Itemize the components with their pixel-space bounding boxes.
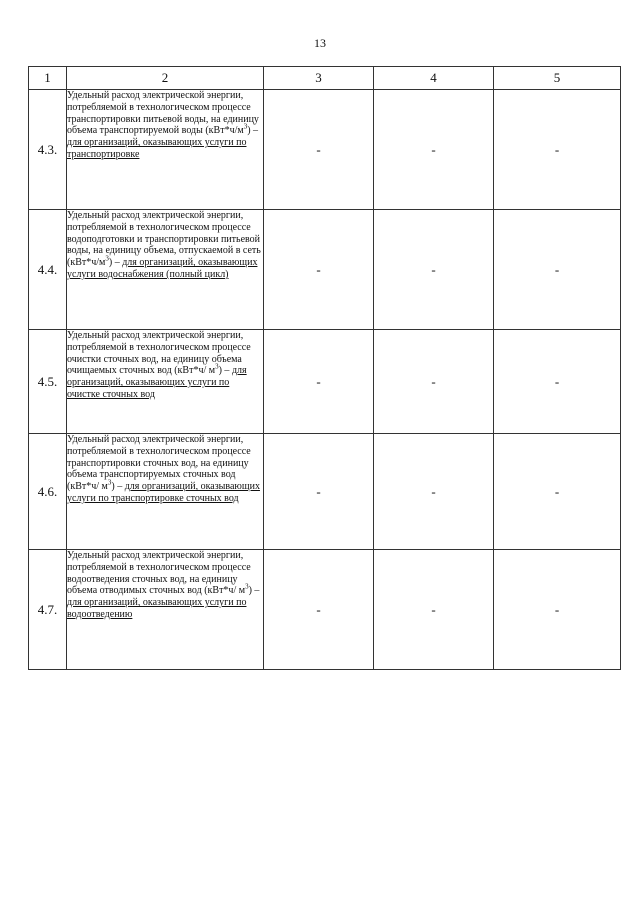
description-scope: для организаций, оказывающих услуги по очистке сточных вод (67, 365, 247, 400)
table-row (29, 330, 621, 434)
value-col-3: - (264, 210, 374, 330)
column-header-1: 1 (29, 67, 67, 90)
value-col-3: - (264, 330, 374, 434)
value-col-3: - (264, 550, 374, 670)
value-col-4: - (374, 434, 494, 550)
row-description (67, 210, 264, 330)
unit-superscript: 3 (105, 254, 109, 263)
table-header-row (29, 67, 621, 90)
unit-superscript: 3 (107, 478, 112, 487)
column-header-5: 5 (494, 67, 621, 90)
description-text: Удельный расход электрической энергии, потребляемой в технологическом процессе транспортировки питьевой воды, на единицу объема транспортируемой воды (кВт*ч/м (67, 90, 259, 137)
description-scope: для организаций, оказывающих услуги водоснабжения (полный цикл) (67, 257, 258, 280)
description-separator: ) – (108, 257, 123, 269)
row-description (67, 434, 264, 550)
row-number: 4.7. (29, 550, 67, 670)
value-col-5: - (494, 90, 621, 210)
description-text: Удельный расход электрической энергии, потребляемой в технологическом процессе транспортировки сточных вод, на единицу объема транспортируемых сточных вод (кВт*ч/ м (67, 434, 251, 493)
table-row (29, 550, 621, 670)
value-col-5: - (494, 550, 621, 670)
description-text: Удельный расход электрической энергии, потребляемой в технологическом процессе очистки сточных вод, на единицу объема очищаемых сточных вод (кВт*ч/ м (67, 330, 251, 377)
column-header-4: 4 (374, 67, 494, 90)
description-scope: для организаций, оказывающих услуги по водоотведению (67, 597, 247, 620)
row-description (67, 330, 264, 434)
unit-superscript: 3 (245, 583, 249, 592)
unit-superscript: 3 (215, 363, 219, 372)
description-separator: ) – (247, 125, 259, 137)
table-row (29, 90, 621, 210)
table-body (29, 90, 621, 670)
description-separator: ) – (111, 481, 125, 493)
description-separator: ) – (218, 365, 232, 377)
value-col-4: - (374, 330, 494, 434)
row-number: 4.4. (29, 210, 67, 330)
value-col-5: - (494, 434, 621, 550)
table-row (29, 434, 621, 550)
table-row (29, 210, 621, 330)
description-separator: ) – (248, 585, 260, 597)
description-text: Удельный расход электрической энергии, потребляемой в технологическом процессе водоподготовки и транспортировки питьевой воды, на единицу объема, отпускаемой в сеть (кВт*ч/м (67, 210, 261, 269)
row-number: 4.3. (29, 90, 67, 210)
unit-superscript: 3 (243, 123, 248, 132)
column-header-2: 2 (67, 67, 264, 90)
description-scope: для организаций, оказывающих услуги по транспортировке (67, 137, 247, 160)
value-col-4: - (374, 550, 494, 670)
value-col-5: - (494, 210, 621, 330)
description-text: Удельный расход электрической энергии, потребляемой в технологическом процессе водоотведения сточных вод, на единицу объема отводимых сточных вод (кВт*ч/ м (67, 550, 251, 597)
indicators-table (28, 66, 621, 670)
description-scope: для организаций, оказывающих услуги по транспортировке сточных вод (67, 481, 260, 504)
value-col-3: - (264, 90, 374, 210)
row-description (67, 90, 264, 210)
row-description (67, 550, 264, 670)
page-number: 13 (314, 36, 326, 50)
value-col-4: - (374, 210, 494, 330)
value-col-4: - (374, 90, 494, 210)
value-col-5: - (494, 330, 621, 434)
row-number: 4.6. (29, 434, 67, 550)
column-header-3: 3 (264, 67, 374, 90)
row-number: 4.5. (29, 330, 67, 434)
value-col-3: - (264, 434, 374, 550)
